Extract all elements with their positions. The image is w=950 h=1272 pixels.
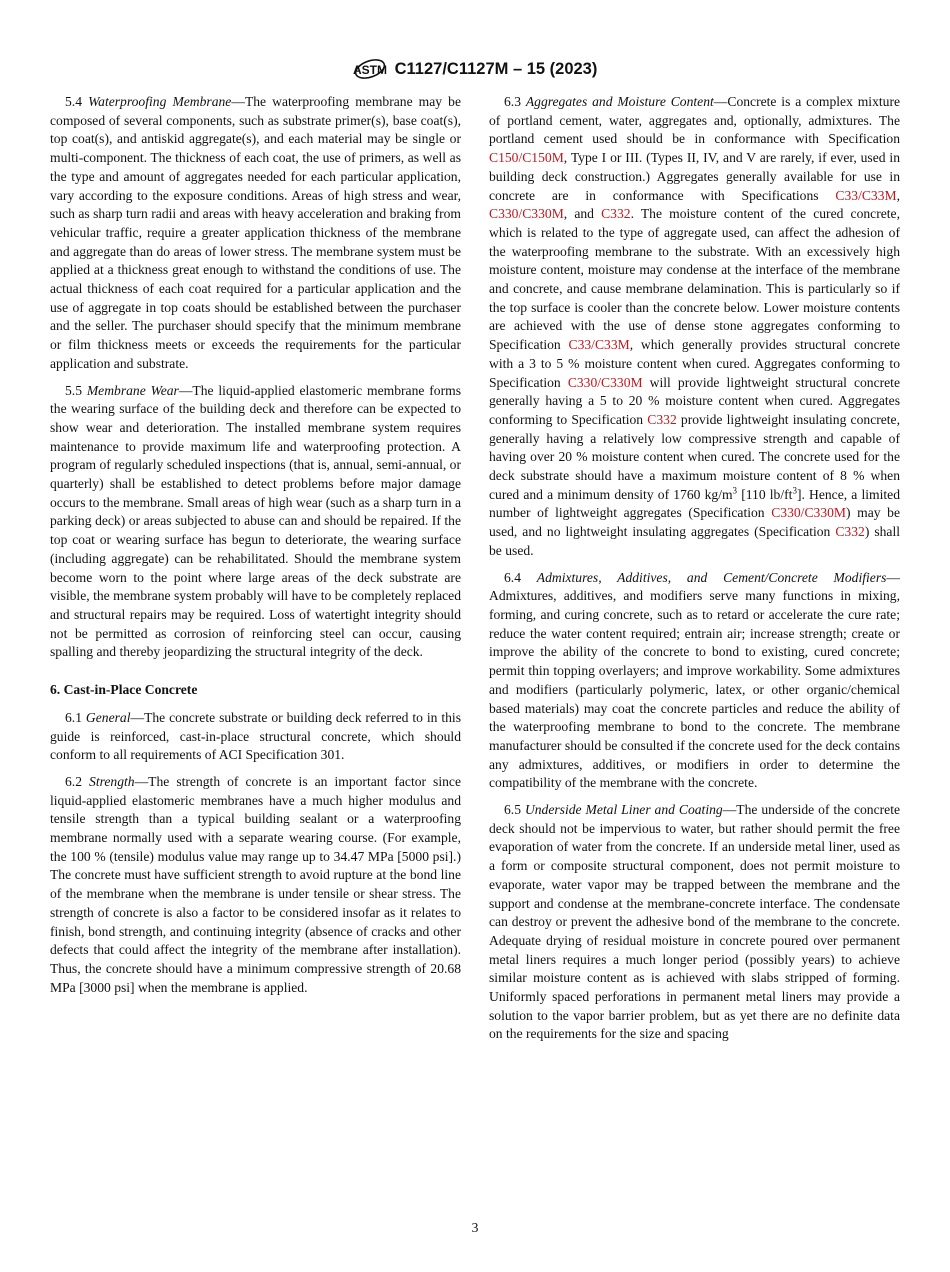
- body-text: 6.3: [504, 94, 526, 109]
- svg-text:ASTM: ASTM: [352, 63, 387, 77]
- spec-link[interactable]: C33/C33M: [568, 337, 630, 353]
- body-text: —Concrete is a complex mixture of portland cement, water, aggregates and, optionally, admixtures. The portland cement used should be in conformance with Specification: [489, 94, 901, 147]
- body-text: 6. Cast-in-Place Concrete: [50, 682, 198, 698]
- body-text: 6.5: [504, 802, 525, 818]
- spec-link[interactable]: C332: [647, 411, 677, 427]
- spec-link[interactable]: C332: [835, 524, 865, 540]
- body-text: 5.5: [65, 382, 87, 398]
- para-6-5: [489, 801, 900, 1044]
- superscript: 3: [732, 485, 738, 496]
- body-text: —The waterproofing membrane may be composed of several components, such as substrate primer(s), base coat(s), top coat(s), and antiskid aggregate(s), and each material may be single or multi-component. The thickness of each coat, the use of primers, as well as the type and amount of aggregates needed for each particular application, vary according to the exposure conditions. Areas of high stress and wear, such as sharp turn radii and areas with heavy acceleration and braking from vehicular traffic, require a greater application thickness of the membrane and aggregate than do areas of lower stress. The membrane system must be applied at a thickness great enough to withstand the conditions of use. The actual thickness of each coat required for a particular application and the use of aggregate in top coats should be established between the purchaser and the seller. The purchaser should specify that the minimum membrane or film thickness meets or exceeds the requirements for the particular application and substrate.: [50, 94, 461, 371]
- spec-link[interactable]: C330/C330M: [771, 505, 846, 521]
- spec-link[interactable]: C332: [601, 206, 631, 222]
- section-6-heading: [50, 681, 461, 700]
- spec-link[interactable]: C150/C150M: [489, 150, 564, 166]
- body-text: , and: [563, 206, 602, 222]
- body-text: , which generally provides structural concrete with a 3 to 5 % moisture content when cured. Aggregates conforming to Specification: [489, 337, 900, 390]
- para-6-1: [50, 709, 461, 765]
- para-6-3: [489, 93, 900, 561]
- superscript: 3: [792, 485, 797, 496]
- body-text: provide lightweight insulating concrete, generally having a relatively low compressive strength and capable of having over 20 % moisture content when cured. The concrete used for the deck substrate should have a maximum moisture content of 8 % when cured and a minimum density of 1760 kg/m: [489, 411, 900, 502]
- body-text: ]. Hence, a limited number of lightweight aggregates (Specification: [489, 486, 900, 521]
- spec-link[interactable]: C330/C330M: [489, 206, 564, 222]
- body-text: —The liquid-applied elastomeric membrane forms the wearing surface of the building deck and therefore can be expected to show wear and deterioration. The installed membrane system requires maintenance to provide maximum life and waterproofing protection. A program of regularly scheduled inspections (that is, annual, semi-annual, or quarterly) shall be established to detect problems before major damage occurs to the membrane. Small areas of high wear (such as a sharp turn in a parking deck) or areas subjected to abuse can and should be repaired. If the top coat or wearing surface has begun to deteriorate, the wearing surface (including aggregate) can be rehabilitated. Should the membrane system become worn to the point where large areas of the deck substrate are visible, the membrane system probably will have to be completely replaced and structural repairs may be required. Loss of watertight integrity should not be permitted as corrosion of reinforcing steel can occur, causing spalling and thereby jeopardizing the structural integrity of the deck.: [50, 382, 461, 660]
- body-text: —The underside of the concrete deck should not be impervious to water, but rather should permit the free evaporation of water from the concrete. If an underside metal liner, used as a form or composite structural component, does not permit moisture to evaporate, water vapor may be trapped between the membrane and the support and condense at the membrane-concrete interface. The condensate can destroy or prevent the adhesive bond of the membrane to the concrete. Adequate drying of residual moisture in concrete poured over permanent metal liners requires a much longer period (possibly years) to achieve similar moisture content as is achieved with slabs stripped of forming. Uniformly spaced perforations in permanent metal liners may provide a solution to the vapor barrier problem, but as yet there are no definite data on the requirements for the size and spacing: [489, 802, 901, 1042]
- section-title: Aggregates and Moisture Content: [525, 94, 714, 109]
- section-title: General: [85, 709, 131, 725]
- para-6-2: [50, 773, 461, 997]
- document-designation: C1127/C1127M – 15 (2023): [394, 59, 598, 78]
- body-text: 6.1: [65, 709, 86, 725]
- body-text: —Admixtures, additives, and modifiers serve many functions in mixing, forming, and curing concrete, such as to retard or accelerate the cure rate; reduce the water content required; entrain air; increase strength; create or improve the ability of the concrete to bond to existing, cured concrete; permit thin topping overlayers; and improve workability. Some admixtures and modifiers (particularly polymeric, latex, or other organic/chemical based materials) may coat the concrete particles and reduce the ability of the waterproofing membrane to bond to the concrete. The membrane manufacturer should be consulted if the concrete used for the deck contains any admixtures, additives, or modifiers in order to determine the compatibility of the membrane with the concrete.: [489, 569, 900, 791]
- section-title: Strength: [89, 773, 135, 789]
- spec-link[interactable]: C33/C33M: [835, 187, 897, 203]
- section-title: Admixtures, Additives, and Cement/Concrete Modifiers: [536, 569, 887, 585]
- astm-logo-icon: [353, 52, 387, 86]
- page-header: [0, 52, 950, 86]
- page-number: 3: [471, 1220, 479, 1235]
- para-5-4: [50, 93, 461, 374]
- body-text: will provide lightweight structural concrete generally having a 5 to 20 % moisture content when cured. Aggregates conforming to Specification: [489, 374, 900, 427]
- body-text: . The moisture content of the cured concrete, which is related to the type of aggregate used, can affect the adhesion of the waterproofing membrane to the substrate. With an excessively high moisture content, moisture may condense at the interface of the membrane and concrete, and cause membrane delamination. This is particularly so if the top surface is cooler than the concrete below. Lower moisture contents are achieved with the use of dense stone aggregates conforming to Specification: [489, 206, 900, 353]
- para-6-4: [489, 569, 900, 793]
- left-column: [50, 93, 461, 1005]
- body-text: —The strength of concrete is an important factor since liquid-applied elastomeric membranes have a much higher modulus and tensile strength than a typical building sealant or a waterproofing membrane normally used with a separate wearing course. (For example, the 100 % (tensile) modulus value may range up to 34.47 MPa [5000 psi].) The concrete must have sufficient strength to avoid rupture at the bond line of the membrane when the membrane is under tensile or shear stress. The strength of concrete is also a factor to be considered insofar as it relates to finish, bond strength, and continuing integrity (absence of cracks and other defects that could affect the integrity of the membrane after installation). Thus, the concrete should have a minimum compressive strength of 20.68 MPa [3000 psi] when the membrane is applied.: [50, 773, 461, 995]
- section-title: Underside Metal Liner and Coating: [524, 802, 723, 818]
- spec-link[interactable]: C330/C330M: [567, 374, 643, 390]
- right-column: [489, 93, 900, 1052]
- body-text: ,: [896, 187, 900, 203]
- body-text: , Type I or III. (Types II, IV, and V are rarely, if ever, used in building deck construction.) Aggregates generally available for use in concrete are in conformance with Specifications: [489, 150, 900, 203]
- para-5-5: [50, 382, 461, 663]
- body-text: —The concrete substrate or building deck referred to in this guide is reinforced, cast-in-place structural concrete, which should conform to all requirements of ACI Specification 301.: [50, 709, 461, 763]
- section-title: Membrane Wear: [86, 382, 179, 398]
- body-text: 6.4: [504, 569, 537, 585]
- body-text: ) may be used, and no lightweight insulating aggregates (Specification: [489, 505, 900, 540]
- body-text: 5.4: [65, 94, 89, 109]
- body-text: [110 lb/ft: [737, 486, 793, 502]
- body-text: 6.2: [65, 773, 90, 789]
- body-text: ) shall be used.: [489, 524, 900, 558]
- section-title: Waterproofing Membrane: [88, 94, 232, 109]
